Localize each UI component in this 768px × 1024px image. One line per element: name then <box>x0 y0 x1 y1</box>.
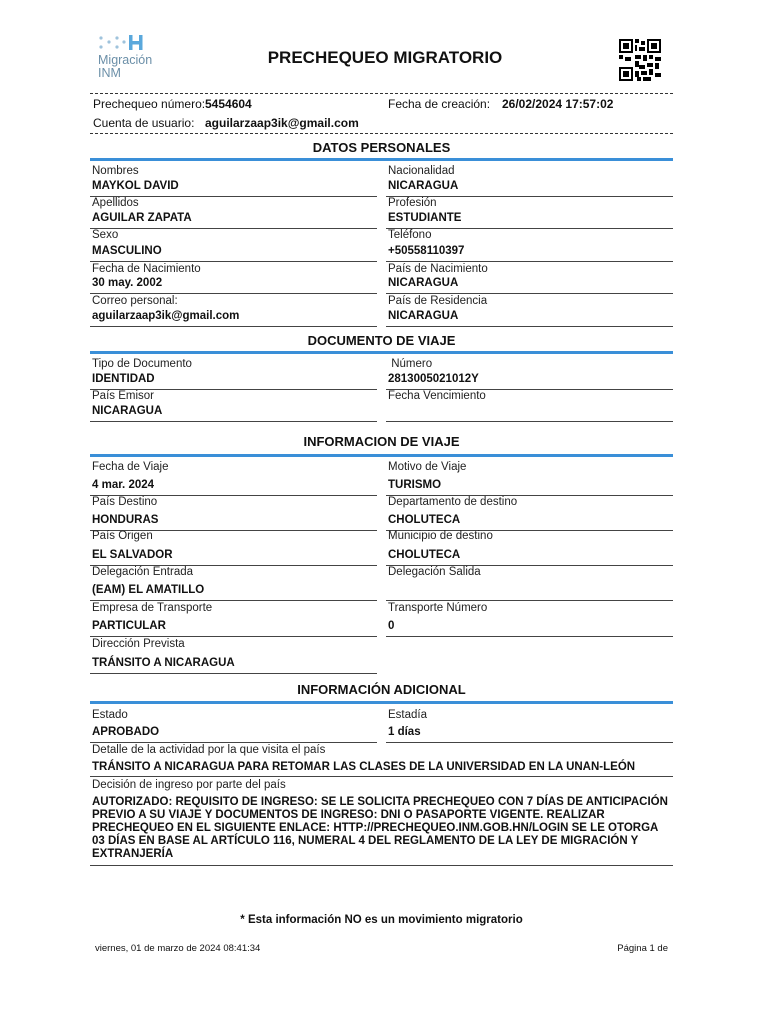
field-label: Fecha Vencimiento <box>388 390 486 402</box>
field-value: 30 may. 2002 <box>92 277 163 289</box>
status-value: APROBADO <box>92 726 160 738</box>
divider <box>90 93 673 94</box>
field-label: Número <box>388 358 433 370</box>
field-underline <box>90 421 377 422</box>
field-label: Correo personal: <box>92 295 178 307</box>
print-date: viernes, 01 de marzo de 2024 08:41:34 <box>95 943 261 954</box>
field-value: NICARAGUA <box>92 405 163 417</box>
user-label: Cuenta de usuario: <box>93 116 195 130</box>
field-underline <box>90 261 377 262</box>
qr-code-icon <box>619 39 661 81</box>
field-label: Tipo de Documento <box>92 358 192 370</box>
field-label: Sexo <box>92 229 119 241</box>
field-value: 2813005021012Y <box>388 373 479 385</box>
section-title-travel: INFORMACION DE VIAJE <box>303 434 460 449</box>
field-underline <box>90 673 377 674</box>
field-value: TRÁNSITO A NICARAGUA <box>92 657 235 669</box>
field-value: MAYKOL DAVID <box>92 180 179 192</box>
field-label: País Destino <box>92 496 158 508</box>
field-label: Apellidos <box>92 197 139 209</box>
field-value: NICARAGUA <box>388 277 459 289</box>
field-underline <box>90 742 377 743</box>
field-value: ESTUDIANTE <box>388 212 462 224</box>
field-label: Empresa de Transporte <box>92 602 213 614</box>
activity-value: TRÁNSITO A NICARAGUA PARA RETOMAR LAS CLASES DE LA UNIVERSIDAD EN LA UNAN-LEÓN <box>92 761 636 773</box>
field-label: País Origen <box>92 530 153 542</box>
field-underline <box>386 742 673 743</box>
field-label: Profesión <box>388 197 437 209</box>
section-title-additional: INFORMACIÓN ADICIONAL <box>297 682 466 697</box>
field-value: AGUILAR ZAPATA <box>92 212 192 224</box>
number-value: 5454604 <box>205 97 252 111</box>
field-label: Transporte Número <box>388 602 488 614</box>
page-title: PRECHEQUEO MIGRATORIO <box>267 48 503 67</box>
divider <box>90 133 673 134</box>
field-value: NICARAGUA <box>388 310 459 322</box>
field-underline <box>90 865 673 866</box>
field-label: País Emisor <box>92 390 154 402</box>
field-value: TURISMO <box>388 479 442 491</box>
field-value: EL SALVADOR <box>92 549 173 561</box>
number-label: Prechequeo número: <box>93 97 206 111</box>
status-label: Estado <box>92 709 128 721</box>
created-label: Fecha de creación: <box>388 97 491 111</box>
field-value: PARTICULAR <box>92 620 166 632</box>
field-value: +50558110397 <box>388 245 465 257</box>
field-value: aguilarzaap3ik@gmail.com <box>92 310 240 322</box>
field-underline <box>90 228 377 229</box>
field-value: NICARAGUA <box>388 180 459 192</box>
decision-label: Decisión de ingreso por parte del país <box>92 779 286 791</box>
field-underline <box>90 636 377 637</box>
page-number: Página 1 de <box>617 943 668 954</box>
field-underline <box>90 600 377 601</box>
created-value: 26/02/2024 17:57:02 <box>502 97 614 111</box>
notice-text: * Esta información NO es un movimiento migratorio <box>240 914 523 926</box>
field-value: 0 <box>388 620 395 632</box>
field-value: (EAM) EL AMATILLO <box>92 584 205 596</box>
field-label: Motivo de Viaje <box>388 461 467 473</box>
field-underline <box>90 326 377 327</box>
field-label: País de Nacimiento <box>388 263 488 275</box>
field-underline <box>386 261 673 262</box>
field-label: Delegación Entrada <box>92 566 194 578</box>
section-rule <box>90 454 673 457</box>
field-underline <box>90 293 377 294</box>
field-underline <box>386 326 673 327</box>
decision-value: AUTORIZADO: REQUISITO DE INGRESO: SE LE SOLICITA PRECHEQUEO CON 7 DÍAS DE ANTICIPACIÓN PREVIO A SU VIAJE Y DOCUMENTOS DE INGRESO: DNI O PASAPORTE VIGENTE. REALIZAR PRECHEQUEO EN EL SIGUIENTE ENLACE: HTTP://PRECHEQUEO.INM.GOB.HN/LOGIN SE LE OTORGA 03 DÍAS EN BASE AL ARTÍCULO 116, NUMERAL 4 DEL REGLAMENTO DE LA LEY DE MIGRACIÓN Y EXTRANJERÍA <box>92 796 668 860</box>
field-label: Dirección Prevista <box>92 638 185 650</box>
field-label: Departamento de destino <box>388 496 518 508</box>
section-title-document: DOCUMENTO DE VIAJE <box>307 333 456 348</box>
section-rule <box>90 158 673 161</box>
field-label: País de Residencia <box>388 295 488 307</box>
stay-label: Estadía <box>388 709 427 721</box>
inm-logo-icon <box>97 33 167 85</box>
logo-text: Migración INM <box>98 53 153 80</box>
field-underline <box>386 293 673 294</box>
section-title-personal: DATOS PERSONALES <box>312 140 451 155</box>
field-value: 4 mar. 2024 <box>92 479 155 491</box>
section-rule <box>90 701 673 704</box>
field-label: Nacionalidad <box>388 165 455 177</box>
field-underline <box>386 600 673 601</box>
field-label: Fecha de Nacimiento <box>92 263 201 275</box>
field-label: Nombres <box>92 165 139 177</box>
field-label: Teléfono <box>388 229 432 241</box>
field-underline <box>90 776 673 777</box>
field-value: CHOLUTECA <box>388 549 461 561</box>
field-label: Municipio de destino <box>388 530 493 542</box>
field-value: CHOLUTECA <box>388 514 461 526</box>
field-underline <box>386 636 673 637</box>
field-value: HONDURAS <box>92 514 159 526</box>
field-label: Delegación Salida <box>388 566 481 578</box>
field-underline <box>386 421 673 422</box>
field-value: IDENTIDAD <box>92 373 155 385</box>
user-value: aguilarzaap3ik@gmail.com <box>205 116 359 130</box>
field-value: MASCULINO <box>92 245 162 257</box>
stay-value: 1 días <box>388 726 421 738</box>
logo-mark <box>97 33 147 53</box>
activity-label: Detalle de la actividad por la que visita el país <box>92 744 326 756</box>
section-rule <box>90 351 673 354</box>
field-label: Fecha de Viaje <box>92 461 169 473</box>
